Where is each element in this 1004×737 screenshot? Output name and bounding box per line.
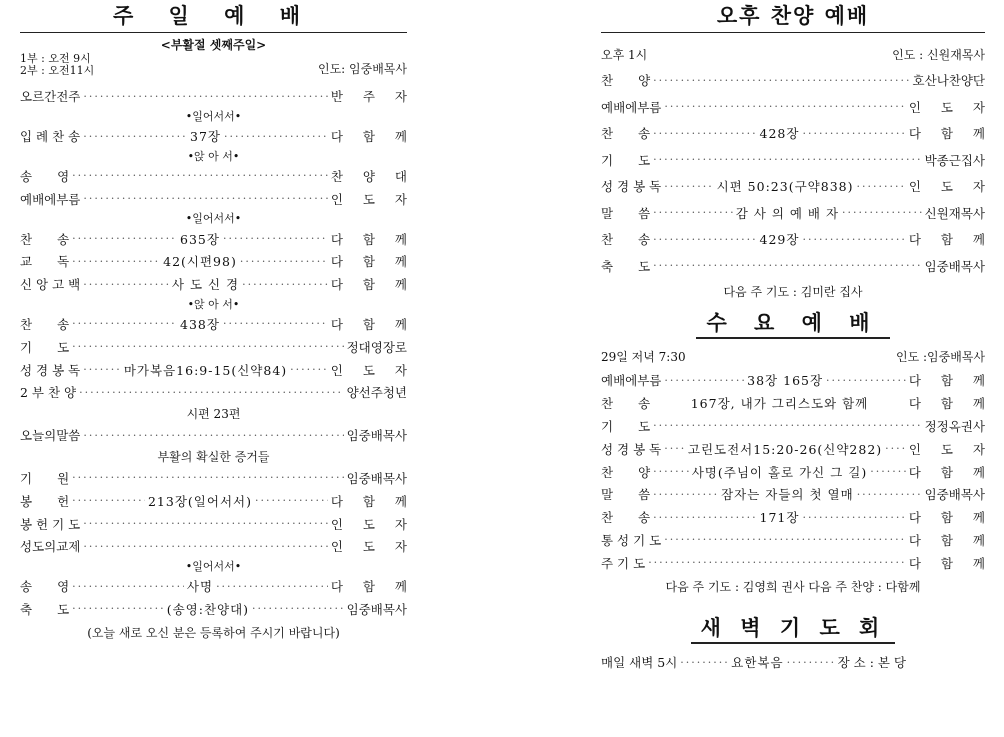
leader-dots	[856, 180, 905, 193]
leader-dots	[83, 363, 121, 376]
service-2-time: 2부 : 오전11시	[20, 64, 95, 77]
order-row	[601, 506, 993, 529]
leader-dots	[653, 233, 756, 246]
dawn-row	[601, 650, 985, 674]
order-leader: 신원재목사	[924, 205, 985, 221]
sunday-service-times	[20, 53, 407, 77]
order-leader: 다 함 께	[330, 277, 415, 293]
order-label: 기 도	[20, 339, 70, 355]
order-row	[601, 147, 985, 174]
section-note: •일어서서•	[185, 212, 242, 226]
order-leader: 인 도 자	[330, 362, 415, 378]
order-detail: 고린도전서15:20-26(신약282)	[687, 441, 883, 457]
order-label: 축 도	[20, 601, 70, 617]
leader-dots	[83, 429, 343, 442]
order-row	[601, 551, 993, 574]
section-note: 부활의 확실한 증거들	[157, 449, 270, 464]
dawn-scripture: 요한복음	[731, 655, 784, 671]
service-1-time: 1부 : 오전 9시	[20, 52, 91, 65]
order-leader: 다 함 께	[908, 532, 993, 548]
order-row	[20, 535, 415, 558]
order-row	[20, 125, 415, 148]
sunday-title-rule	[20, 0, 407, 33]
leader-dots	[83, 278, 169, 291]
afternoon-title: 오후 찬양 예배	[716, 4, 870, 28]
order-label: 통 성 기 도	[601, 532, 662, 548]
order-leader: 다 함 께	[908, 232, 993, 248]
order-label: 교 독	[20, 254, 70, 270]
leader-dots	[223, 317, 328, 330]
order-label: 성 경 봉 독	[601, 179, 662, 195]
order-label: 성도의교제	[20, 539, 81, 555]
leader-dots	[242, 278, 328, 291]
leader-dots	[255, 494, 328, 507]
order-detail: 사 도 신 경	[171, 277, 240, 293]
leader-dots	[870, 465, 906, 478]
afternoon-title-rule	[601, 0, 985, 33]
order-label: 찬 양	[601, 464, 651, 480]
order-row	[20, 358, 415, 381]
sunday-order-list	[20, 85, 415, 620]
dawn-title-wrap	[601, 614, 985, 644]
leader-dots	[857, 488, 922, 501]
order-label: 입 례 찬 송	[20, 129, 81, 145]
order-leader: 임중배목사	[346, 470, 407, 486]
leader-dots	[802, 233, 905, 246]
order-label: 기 도	[601, 152, 651, 168]
leader-dots	[83, 192, 327, 205]
leader-dots	[83, 130, 187, 143]
order-detail: 213장(일어서서)	[147, 493, 252, 509]
order-leader: 양선주청년	[346, 385, 407, 401]
order-label: 오늘의말씀	[20, 428, 81, 444]
sunday-subtitle: <부활절 셋째주일>	[160, 38, 267, 52]
order-label: 예배에부름	[601, 99, 662, 115]
section-note: •앉 아 서•	[187, 297, 240, 311]
leader-dots	[72, 169, 328, 182]
order-label: 기 도	[601, 418, 651, 434]
leader-dots	[653, 511, 756, 524]
order-row	[601, 173, 993, 200]
order-leader: 인 도 자	[330, 191, 415, 207]
order-label: 찬 송	[20, 231, 70, 247]
afternoon-header	[601, 41, 985, 67]
leader-dots	[653, 206, 733, 219]
wednesday-title-wrap	[601, 309, 985, 339]
order-leader: 다 함 께	[908, 510, 993, 526]
leader-dots	[680, 656, 728, 669]
order-detail: 38장 165장	[747, 373, 824, 389]
order-leader: 다 함 께	[330, 579, 415, 595]
order-label: 신 앙 고 백	[20, 277, 81, 293]
order-row	[20, 187, 415, 210]
order-row	[20, 598, 407, 621]
leader-dots	[664, 442, 685, 455]
order-detail: (송영:찬양대)	[166, 601, 250, 617]
order-leader: 임중배목사	[346, 601, 407, 617]
order-detail: 마가복음16:9-15(신약84)	[123, 362, 288, 378]
afternoon-order-list	[601, 67, 993, 279]
leader-dots	[664, 180, 713, 193]
leader-dots	[648, 556, 906, 569]
order-detail: 42(시편98)	[163, 254, 237, 270]
dawn-location: 장 소 : 본 당	[837, 655, 906, 671]
order-label: 성 경 봉 독	[601, 441, 662, 457]
leader-dots	[72, 602, 164, 615]
leader-dots	[72, 317, 177, 330]
order-row	[20, 335, 407, 358]
order-detail: 635장	[180, 231, 220, 247]
leader-dots	[83, 540, 327, 553]
order-label: 송 영	[20, 579, 70, 595]
leader-dots	[216, 580, 328, 593]
section-note: •일어서서•	[185, 109, 242, 123]
order-row	[601, 392, 994, 415]
order-label: 찬 송	[601, 232, 651, 248]
leader-dots	[842, 206, 922, 219]
order-leader: 다 함 께	[330, 493, 415, 509]
order-label: 송 영	[20, 168, 70, 184]
sunday-leader: 인도: 임중배목사	[317, 62, 407, 76]
leader-dots	[79, 386, 344, 399]
order-leader: 다 함 께	[908, 396, 994, 412]
order-label: 예배에부름	[601, 373, 662, 389]
leader-dots	[72, 494, 145, 507]
order-label: 찬 송	[601, 126, 651, 142]
order-row	[20, 227, 415, 250]
order-row	[20, 512, 415, 535]
order-detail: 37장	[190, 129, 222, 145]
leader-dots	[72, 580, 184, 593]
order-leader: 임중배목사	[924, 258, 985, 274]
order-leader: 다 함 께	[330, 231, 415, 247]
order-row	[20, 489, 415, 512]
order-row	[20, 381, 407, 404]
order-row	[601, 120, 993, 147]
order-row	[601, 529, 993, 552]
afternoon-next-prayer: 다음 주 기도 : 김미란 집사	[723, 285, 863, 299]
order-detail: 428장	[759, 126, 800, 142]
order-label: 찬 송	[601, 510, 651, 526]
order-row	[601, 253, 985, 280]
leader-dots	[653, 465, 689, 478]
order-leader: 인 도 자	[908, 99, 993, 115]
order-label: 찬 송	[601, 396, 651, 412]
order-detail: 잠자는 자들의 첫 열매	[721, 487, 854, 503]
order-detail: 171장	[759, 510, 800, 526]
order-row	[601, 94, 993, 121]
leader-dots	[252, 602, 344, 615]
order-row	[601, 460, 993, 483]
order-leader: 인 도 자	[908, 441, 993, 457]
leader-dots	[653, 259, 921, 272]
order-row	[20, 273, 415, 296]
leader-dots	[72, 340, 343, 353]
leader-dots	[802, 511, 905, 524]
order-detail: 167장, 내가 그리스도와 함께	[690, 396, 869, 412]
order-detail: 438장	[180, 316, 220, 332]
wednesday-next-line: 다음 주 기도 : 김영희 권사 다음 주 찬양 : 다함께	[665, 580, 921, 595]
order-row	[20, 250, 415, 273]
sunday-title: 주 일 예 배	[112, 4, 315, 28]
order-label: 찬 양	[601, 73, 651, 89]
order-label: 오르간전주	[20, 89, 81, 105]
afternoon-leader: 인도 : 신원재목사	[892, 47, 985, 62]
order-row	[601, 226, 993, 253]
wednesday-order-list	[601, 369, 994, 574]
order-detail: 429장	[759, 232, 800, 248]
order-leader: 임중배목사	[924, 487, 985, 503]
leader-dots	[664, 100, 905, 113]
section-note: 시편 23편	[186, 406, 241, 421]
leader-dots	[72, 232, 177, 245]
order-row	[20, 467, 407, 490]
order-leader: 반 주 자	[330, 89, 415, 105]
leader-dots	[223, 232, 328, 245]
order-row	[20, 313, 415, 336]
order-leader: 다 함 께	[908, 126, 993, 142]
leader-dots	[653, 419, 921, 432]
dawn-title: 새 벽 기 도 회	[691, 614, 896, 644]
leader-dots	[826, 374, 906, 387]
order-leader: 다 함 께	[330, 254, 415, 270]
order-leader: 다 함 께	[908, 555, 993, 571]
wednesday-title: 수 요 예 배	[696, 309, 889, 339]
leader-dots	[83, 517, 328, 530]
order-leader: 다 함 께	[330, 316, 415, 332]
leader-dots	[240, 255, 328, 268]
order-row	[601, 200, 985, 227]
leader-dots	[885, 442, 906, 455]
leader-dots	[653, 127, 756, 140]
order-label: 축 도	[601, 258, 651, 274]
leader-dots	[290, 363, 328, 376]
order-row	[601, 67, 985, 94]
order-row	[20, 575, 415, 598]
leader-dots	[653, 488, 718, 501]
order-label: 말 씀	[601, 205, 651, 221]
order-label: 기 원	[20, 470, 70, 486]
order-label: 주 기 도	[601, 555, 646, 571]
section-note: •일어서서•	[185, 559, 242, 573]
newcomer-note: (오늘 새로 오신 분은 등록하여 주시기 바랍니다)	[87, 626, 340, 641]
afternoon-time: 오후 1시	[601, 47, 648, 62]
order-label: 말 씀	[601, 487, 651, 503]
order-leader: 인 도 자	[330, 516, 415, 532]
right-column	[601, 0, 994, 674]
order-row	[20, 424, 407, 447]
order-detail: 사명(주님이 홀로 가신 그 길)	[691, 464, 868, 480]
order-leader: 찬 양 대	[330, 168, 415, 184]
order-label: 예배에부름	[20, 191, 81, 207]
order-leader: 임중배목사	[346, 428, 407, 444]
leader-dots	[664, 374, 744, 387]
order-row	[601, 483, 985, 506]
wednesday-leader: 인도 :임중배목사	[895, 349, 985, 364]
order-detail: 시편 50:23(구약838)	[716, 179, 854, 195]
order-leader: 정대영장로	[346, 339, 407, 355]
order-row	[601, 369, 993, 392]
order-label: 봉 헌 기 도	[20, 516, 81, 532]
order-row	[20, 85, 415, 108]
order-detail: 사명	[186, 579, 214, 595]
leader-dots	[802, 127, 905, 140]
order-leader: 호산나찬양단	[912, 73, 985, 89]
order-leader: 박종근집사	[924, 152, 985, 168]
dawn-label: 매일 새벽 5시	[601, 655, 678, 671]
order-label: 찬 송	[20, 316, 70, 332]
order-leader: 다 함 께	[908, 464, 993, 480]
order-label: 성 경 봉 독	[20, 362, 81, 378]
order-row	[20, 165, 415, 188]
leader-dots	[653, 153, 921, 166]
order-leader: 다 함 께	[908, 373, 993, 389]
order-detail: 감 사 의 예 배 자	[735, 205, 840, 221]
order-label: 봉 헌	[20, 493, 70, 509]
leader-dots	[224, 130, 328, 143]
order-leader: 인 도 자	[330, 539, 415, 555]
order-leader: 인 도 자	[908, 179, 993, 195]
section-note: •앉 아 서•	[187, 149, 240, 163]
order-leader: 정정옥권사	[924, 418, 985, 434]
leader-dots	[787, 656, 835, 669]
order-row	[601, 415, 985, 438]
leader-dots	[664, 533, 906, 546]
leader-dots	[72, 471, 343, 484]
leader-dots	[72, 255, 160, 268]
wednesday-time: 29일 저녁 7:30	[601, 349, 686, 364]
order-row	[601, 437, 993, 460]
leader-dots	[83, 90, 327, 103]
wednesday-header	[601, 343, 985, 369]
order-label: 2 부 찬 양	[20, 385, 77, 401]
leader-dots	[653, 74, 909, 87]
order-leader: 다 함 께	[330, 129, 415, 145]
sunday-worship-section	[20, 0, 415, 641]
